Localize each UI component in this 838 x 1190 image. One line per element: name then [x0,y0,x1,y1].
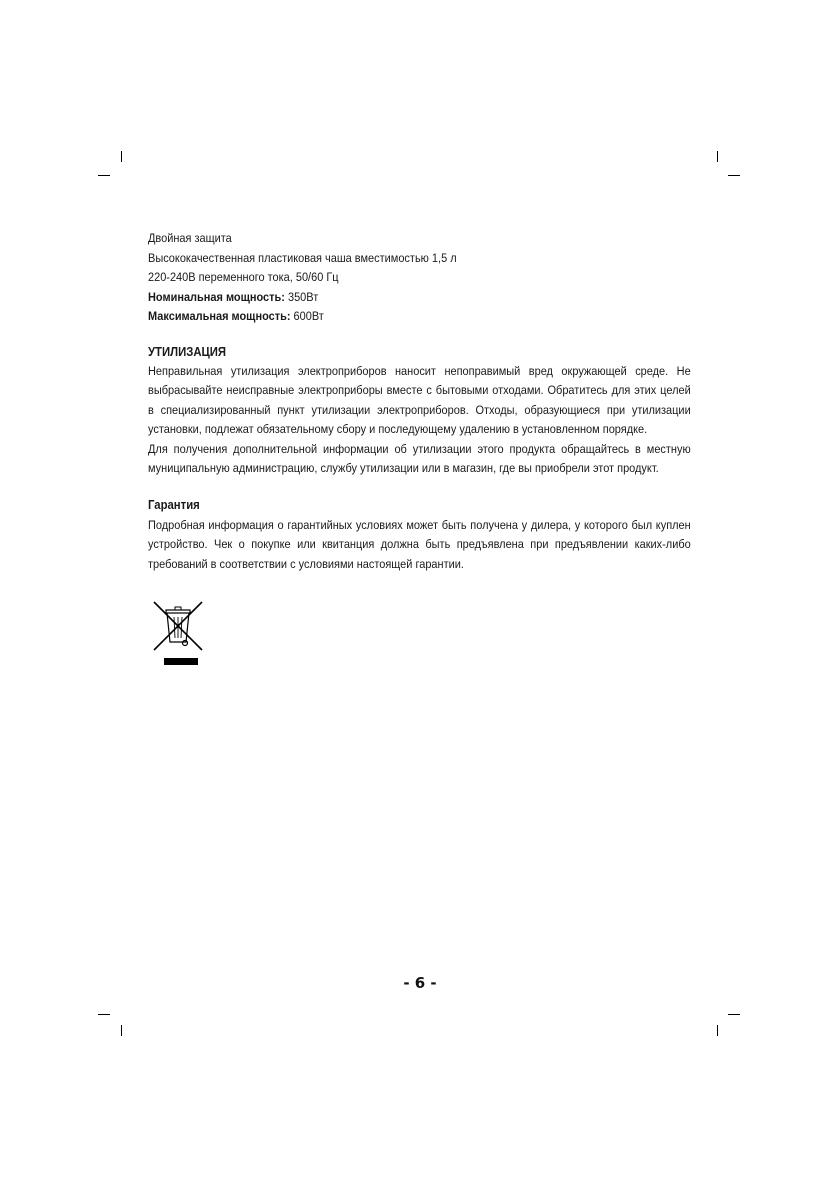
spec-voltage: 220-240В переменного тока, 50/60 Гц [148,270,339,284]
nominal-power-label: Номинальная мощность: [148,289,285,304]
max-power-label: Максимальная мощность: [148,309,291,323]
crop-mark [728,175,740,176]
disposal-heading: УТИЛИЗАЦИЯ [148,344,227,359]
disposal-paragraph-2: Для получения дополнительной информации об утилизации этого продукта обращайтесь в местную муниципальную администрацию, службу утилизации или в магазин, где вы приобрели этот продукт. [148,441,691,476]
page-number: - 6 - [403,974,437,992]
warranty-heading: Гарантия [148,498,200,513]
warranty-paragraph: Подробная информация о гарантийных условиях может быть получена у дилера, у которого был куплен устройство. Чек о покупке или квитанция должна быть предъявлена при предъявлении каких-либо требований в соответствии с условиями настоящей гарантии. [148,517,691,571]
crop-mark [98,1014,110,1015]
spec-max-power [148,307,691,327]
crop-mark [121,151,122,162]
spec-double-protection: Двойная защита [148,231,232,245]
max-power-value: 600Вт [293,309,324,323]
crop-mark [121,1025,122,1036]
crossed-out-wheelie-bin-icon [152,600,204,666]
spec-nominal-power [148,288,691,308]
crop-mark [717,151,718,162]
crop-mark [98,175,110,176]
crop-mark [717,1025,718,1036]
nominal-power-value: 350Вт [287,289,319,304]
spec-bowl: Высококачественная пластиковая чаша вместимостью 1,5 л [148,250,457,265]
crop-mark [728,1014,740,1015]
main-text [148,229,691,574]
disposal-paragraph-1: Неправильная утилизация электроприборов наносит непоправимый вред окружающей среде. Не выбрасывайте неисправные электроприборы вместе с бытовыми отходами. Обратитесь для этих целей в специализированный пункт утилизации электроприборов. Отходы, образующиеся при утилизации установки, подлежат обязательному сбору и последующему удалению в установленном порядке. [148,364,691,437]
